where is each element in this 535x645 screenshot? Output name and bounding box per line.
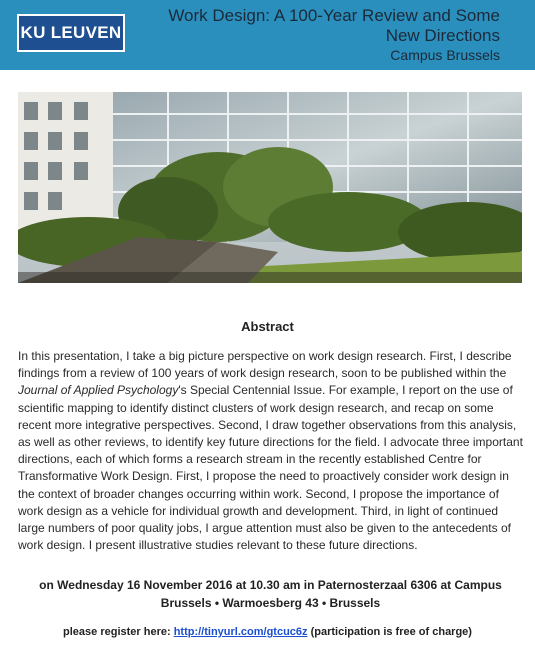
header-title-block [140, 6, 500, 64]
registration-line [0, 626, 535, 638]
register-prefix: please register here: [63, 626, 174, 638]
campus-subtitle: Campus Brussels [390, 47, 500, 63]
abstract-body [18, 348, 523, 554]
event-details: on Wednesday 16 November 2016 at 10.30 am in Paternosterzaal 6306 at Campus Brussels • Warmoesberg 43 • Brussels [39, 578, 502, 610]
header-banner [0, 0, 535, 70]
journal-name: Journal of Applied Psychology [18, 383, 179, 398]
register-suffix: (participation is free of charge) [307, 626, 472, 638]
abstract-text-part2: 's Special Centennial Issue. For example, I report on the use of scientific mapping to identify distinct clusters of work design research, and recap on some recent more integrative perspectives. Second, I draw together observations from this analysis, as well as other reviews, to identify key future directions for the field. I advocate three important directions, each of which forms a research stream in the recently established Centre for Transformative Work Design. First, I propose the need to proactively consider work design in the context of broader changes occurring within work. Second, I propose the importance of work design as a vehicle for individual growth and development. Third, in light of continued large numbers of poor quality jobs, I argue attention must also be given to the antecedents of work design. I present illustrative studies relevant to these future directions. [18, 383, 523, 553]
abstract-heading: Abstract [241, 319, 294, 334]
campus-courtyard-photo [18, 92, 522, 283]
abstract-text-part1: In this presentation, I take a big picture perspective on work design research. First, I describe findings from a review of 100 years of work design research, soon to be published within the [18, 349, 512, 381]
registration-link[interactable]: http://tinyurl.com/gtcuc6z [173, 626, 308, 638]
logo-text: KU LEUVEN [20, 23, 122, 42]
ku-leuven-logo [17, 14, 125, 52]
page-title: Work Design: A 100-Year Review and Some New Directions [168, 6, 500, 45]
